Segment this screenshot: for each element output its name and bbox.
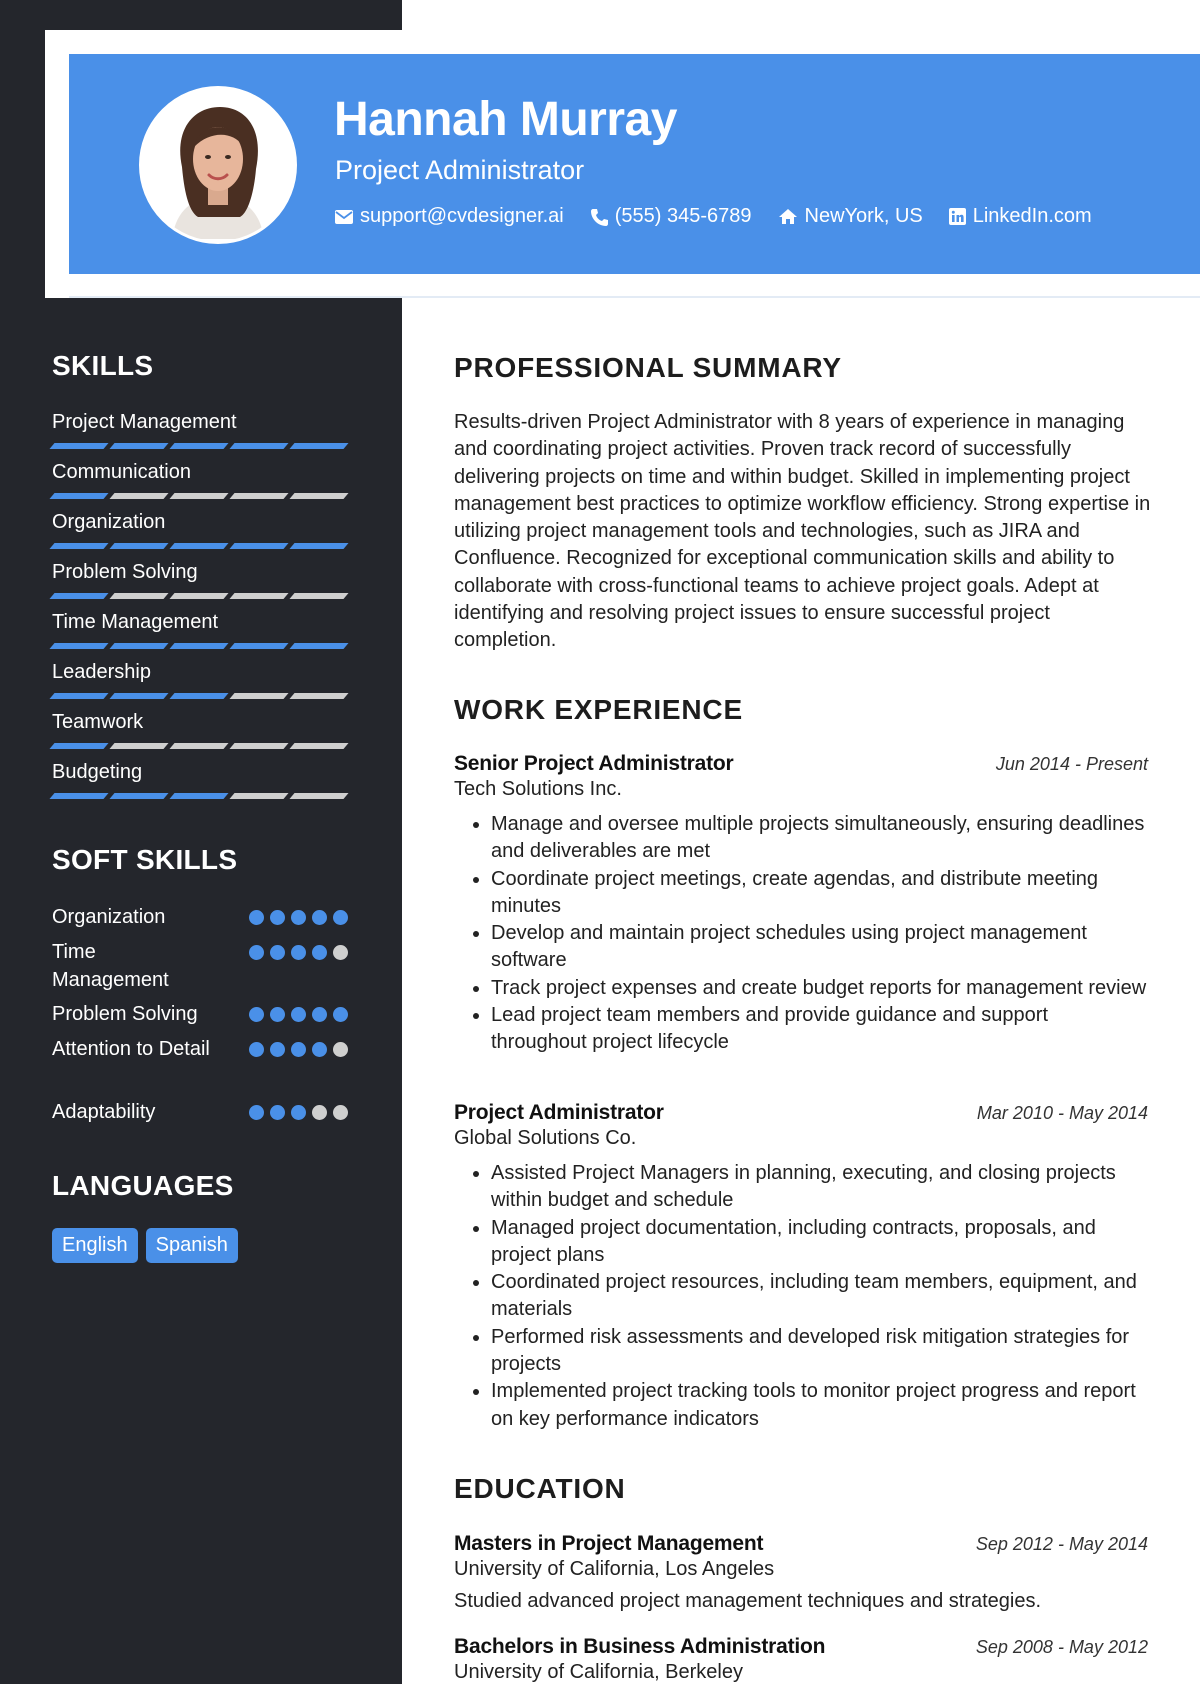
skill-level-segment [49, 743, 108, 749]
linkedin-icon [949, 208, 966, 225]
skill-level-segment [289, 593, 348, 599]
skill-level-bar [52, 743, 348, 749]
skill-level-segment [49, 793, 108, 799]
rating-dot [333, 910, 348, 925]
skills-heading: SKILLS [52, 350, 154, 381]
list-item: • Lead project team members and provide guidance and support throughout project lifecycle [491, 1002, 1148, 1057]
skill-level-segment [109, 693, 168, 699]
soft-skill-rating [249, 1035, 348, 1063]
soft-skill-rating [249, 1098, 348, 1126]
skill-name: Project Management [52, 411, 237, 433]
list-item: • Coordinated project resources, including team members, equipment, and materials [491, 1269, 1148, 1324]
skill-name: Teamwork [52, 711, 144, 733]
contact-email-text: support@cvdesigner.ai [360, 205, 564, 227]
entry-degree: Bachelors in Business Administration [454, 1635, 826, 1658]
entry-org: Tech Solutions Inc. [454, 778, 622, 800]
skill-level-segment [109, 793, 168, 799]
rating-dot [312, 1007, 327, 1022]
skill-level-segment [229, 793, 288, 799]
skill-level-segment [49, 443, 108, 449]
skill-item [52, 659, 348, 699]
rating-dot [249, 1007, 264, 1022]
contact-location [778, 205, 923, 228]
soft-skill-item [52, 1098, 348, 1126]
education-heading: EDUCATION [454, 1473, 626, 1504]
skill-level-segment [229, 543, 288, 549]
entry-school: University of California, Berkeley [454, 1661, 743, 1683]
rating-dot [312, 1105, 327, 1120]
languages-list [52, 1228, 238, 1263]
skill-name: Communication [52, 461, 191, 483]
skill-item [52, 559, 348, 599]
rating-dot [291, 1042, 306, 1057]
candidate-name: Hannah Murray [334, 93, 677, 146]
contact-linkedin-text: LinkedIn.com [972, 205, 1092, 227]
entry-role: Senior Project Administrator [454, 752, 734, 775]
rating-dot [291, 1007, 306, 1022]
rating-dot [270, 910, 285, 925]
entry-bullets [454, 1160, 1148, 1433]
skill-level-segment [289, 443, 348, 449]
skill-level-segment [169, 593, 228, 599]
list-item: • Coordinate project meetings, create agendas, and distribute meeting minutes [491, 866, 1148, 921]
list-item: • Manage and oversee multiple projects simultaneously, ensuring deadlines and deliverables are met [491, 811, 1148, 866]
experience-heading: WORK EXPERIENCE [454, 694, 743, 725]
skill-level-segment [289, 543, 348, 549]
contact-phone-text: (555) 345-6789 [614, 205, 752, 227]
entry-date: Sep 2012 - May 2014 [975, 1534, 1148, 1554]
skill-level-segment [169, 543, 228, 549]
rating-dot [291, 945, 306, 960]
entry-date: Jun 2014 - Present [995, 754, 1148, 774]
contact-bar [335, 205, 1092, 228]
rating-dot [333, 945, 348, 960]
skill-level-segment [49, 643, 108, 649]
skill-level-segment [229, 643, 288, 649]
list-item: • Track project expenses and create budget reports for management review [491, 975, 1148, 1002]
skill-level-segment [289, 643, 348, 649]
rating-dot [312, 945, 327, 960]
skill-level-bar [52, 443, 348, 449]
skill-level-segment [109, 593, 168, 599]
contact-location-text: NewYork, US [804, 205, 923, 227]
entry-bullets [454, 811, 1148, 1057]
header-divider [69, 296, 1200, 298]
rating-dot [249, 945, 264, 960]
contact-linkedin[interactable] [949, 205, 1092, 228]
soft-skill-name: Attention to Detail [52, 1038, 210, 1060]
avatar [139, 86, 297, 244]
skill-item [52, 609, 348, 649]
skill-level-segment [109, 643, 168, 649]
skill-item [52, 509, 348, 549]
rating-dot [249, 1105, 264, 1120]
skill-name: Budgeting [52, 761, 143, 783]
skill-item [52, 459, 348, 499]
skill-level-segment [169, 443, 228, 449]
education-entry [454, 1532, 1148, 1613]
rating-dot [249, 1042, 264, 1057]
rating-dot [270, 1007, 285, 1022]
skill-level-segment [229, 443, 288, 449]
rating-dot [291, 1105, 306, 1120]
list-item: • Implemented project tracking tools to monitor project progress and report on key performance indicators [491, 1378, 1148, 1433]
skill-name: Organization [52, 511, 166, 533]
skill-level-segment [49, 493, 108, 499]
skill-level-segment [169, 643, 228, 649]
skill-level-bar [52, 793, 348, 799]
skill-level-segment [169, 743, 228, 749]
summary-text: Results-driven Project Administrator with 8 years of experience in managing and coordinating project activities. Proven track record of successfully delivering projects on time and within budget. Skilled in implementing project management best practices to optimize workflow efficiency. Strong expertise in utilizing project management tools and technologies, such as JIRA and Confluence. Recognized for exceptional communication skills and ability to collaborate with cross-functional teams to achieve project goals. Adept at identifying and resolving project issues to ensure successful project completion. [454, 411, 1151, 652]
skill-level-segment [109, 543, 168, 549]
skill-level-segment [169, 493, 228, 499]
rating-dot [312, 910, 327, 925]
education-entry [454, 1635, 1148, 1684]
skill-level-segment [229, 493, 288, 499]
rating-dot [270, 1042, 285, 1057]
rating-dot [333, 1105, 348, 1120]
languages-heading: LANGUAGES [52, 1170, 234, 1201]
skill-level-segment [169, 793, 228, 799]
skill-level-segment [109, 493, 168, 499]
language-tag: English [52, 1228, 138, 1263]
skill-level-segment [49, 593, 108, 599]
skill-level-segment [229, 693, 288, 699]
rating-dot [270, 945, 285, 960]
soft-skill-name: Time Management [52, 941, 169, 991]
skill-level-segment [49, 543, 108, 549]
language-tag: Spanish [146, 1228, 238, 1263]
contact-phone[interactable] [590, 205, 752, 228]
skill-level-segment [229, 743, 288, 749]
list-item: • Develop and maintain project schedules using project management software [491, 920, 1148, 975]
skill-level-segment [289, 743, 348, 749]
skill-name: Problem Solving [52, 561, 198, 583]
list-item: • Assisted Project Managers in planning, executing, and closing projects within budget and schedule [491, 1160, 1148, 1215]
list-item: • Performed risk assessments and developed risk mitigation strategies for projects [491, 1324, 1148, 1379]
contact-email[interactable] [335, 205, 564, 228]
entry-role: Project Administrator [454, 1101, 664, 1124]
envelope-icon [335, 210, 353, 224]
skill-level-segment [289, 793, 348, 799]
experience-entry [454, 1101, 1148, 1433]
skill-level-bar [52, 643, 348, 649]
candidate-title: Project Administrator [335, 155, 585, 185]
skill-level-bar [52, 493, 348, 499]
skill-item [52, 709, 348, 749]
entry-date: Mar 2010 - May 2014 [976, 1103, 1148, 1123]
skill-level-segment [229, 593, 288, 599]
skill-level-bar [52, 543, 348, 549]
experience-entry [454, 752, 1148, 1057]
rating-dot [291, 910, 306, 925]
skill-level-segment [289, 693, 348, 699]
soft-skill-item [52, 1000, 348, 1028]
skill-level-segment [49, 693, 108, 699]
home-icon [778, 208, 798, 225]
entry-school: University of California, Los Angeles [454, 1558, 775, 1580]
soft-skill-rating [249, 1000, 348, 1028]
soft-skill-name: Adaptability [52, 1101, 156, 1123]
skill-level-segment [109, 743, 168, 749]
profile-photo-icon [142, 89, 294, 241]
soft-skill-item [52, 903, 348, 931]
rating-dot [270, 1105, 285, 1120]
list-item: • Managed project documentation, including contracts, proposals, and project plans [491, 1215, 1148, 1270]
skill-name: Time Management [52, 611, 218, 633]
skill-level-bar [52, 693, 348, 699]
entry-degree: Masters in Project Management [454, 1532, 764, 1555]
soft-skill-item [52, 938, 348, 994]
summary-heading: PROFESSIONAL SUMMARY [454, 352, 842, 383]
soft-skill-rating [249, 938, 348, 994]
skill-item [52, 759, 348, 799]
skill-level-bar [52, 593, 348, 599]
soft-skill-item [52, 1035, 348, 1063]
phone-icon [590, 208, 608, 226]
soft-skills-heading: SOFT SKILLS [52, 844, 238, 875]
soft-skill-name: Organization [52, 906, 166, 928]
skill-name: Leadership [52, 661, 151, 683]
entry-date: Sep 2008 - May 2012 [975, 1637, 1148, 1657]
rating-dot [312, 1042, 327, 1057]
rating-dot [249, 910, 264, 925]
skill-level-segment [109, 443, 168, 449]
soft-skill-name: Problem Solving [52, 1003, 198, 1025]
skill-item [52, 409, 348, 449]
rating-dot [333, 1007, 348, 1022]
entry-org: Global Solutions Co. [454, 1127, 637, 1149]
soft-skill-rating [249, 903, 348, 931]
rating-dot [333, 1042, 348, 1057]
entry-description: Studied advanced project management techniques and strategies. [454, 1590, 1042, 1612]
skill-level-segment [169, 693, 228, 699]
skill-level-segment [289, 493, 348, 499]
